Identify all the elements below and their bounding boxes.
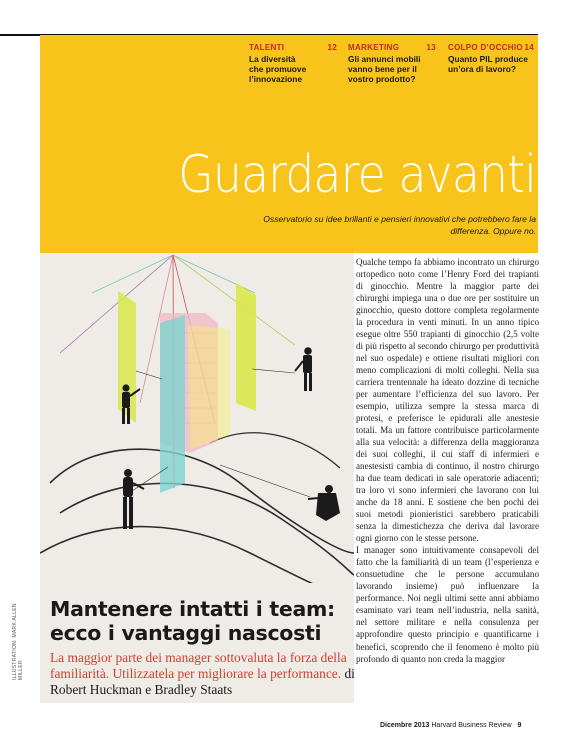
- teaser-text: Gli annunci mobili vanno bene per il vostro prodotto?: [348, 54, 421, 84]
- footer-date: Dicembre 2013: [380, 722, 430, 729]
- teaser-category: MARKETING: [348, 43, 400, 52]
- section-subtitle: Osservatorio su idee brillanti e pensieri innovativi che potrebbero fare la differenza. Oppure no.: [263, 214, 536, 236]
- article-dek-text: La maggior parte dei manager sottovaluta la forza della familiarità. Utilizzatela per migliorare la performance.: [50, 650, 347, 681]
- teaser-talenti[interactable]: [249, 43, 337, 84]
- illustration-graphic: [40, 253, 354, 583]
- illustration-credit: ILLUSTRATION: MARK ALLEN MILLER: [12, 603, 24, 680]
- teaser-category-row: [448, 43, 534, 52]
- article-paragraph: I manager sono intuitivamente consapevoli del fatto che la familiarità di un team (l’esperienza e consuetudine che le persone accumulano lavorando insieme) può influenzare la performance. Noi negli ultimi sette anni abbiamo esaminato vari team nell’industria, nella sanità, nel settore militare e nella consulenza per approfondire questo principio e quantificarne i benefici, scoprendo che il fenomeno è molto più profondo di quanto non creda la maggior: [356, 545, 539, 664]
- article-illustration: [40, 253, 354, 583]
- article-byline: di Robert Huckman e Bradley Staats: [50, 666, 355, 697]
- teaser-text: Quanto PIL produce un’ora di lavoro?: [448, 54, 528, 74]
- article-body: [356, 256, 539, 665]
- article-paragraph: Qualche tempo fa abbiamo incontrato un chirurgo ortopedico noto come l’Henry Ford dei trapianti di ginocchio. Mentre la maggior parte dei chirurghi impiega una o due ore per sostituire un ginocchio, questo dottore completa regolarmente la procedura in venti minuti. In un anno tipico esegue oltre 550 trapianti di ginocchio (2,5 volte di più rispetto al secondo chirurgo per produttività nel suo ospedale) e ottiene risultati migliori con meno complicazioni di molti colleghi. Nella sua carriera trentennale ha ideato dozzine di tecniche per aumentare l’efficienza del suo lavoro. Per esempio, utilizza sempre la stessa marca di protesi, e preferisce le epidurali alle anestesie totali. Ma un fattore contribuisce particolarmente alla sua velocità: a differenza della maggioranza dei suoi colleghi, il cui staff di infermieri e anestesisti cambia di continuo, il nostro chirurgo ha due team dedicati in sale operatorie adiacenti; tra loro vi sono infermieri che lavorano con lui anche da 18 anni. E sostiene che ben pochi dei suoi metodi pionieristici sarebbero praticabili senza la dimestichezza che deriva dal lavorare ogni giorno con le stesse persone.: [356, 257, 539, 544]
- teaser-colpo-d-occhio[interactable]: [448, 43, 534, 74]
- teaser-marketing[interactable]: [348, 43, 436, 84]
- teaser-category: TALENTI: [249, 43, 285, 52]
- footer-page-number: 9: [517, 722, 522, 729]
- teaser-page-number: 12: [327, 43, 337, 52]
- article-headline: Mantenere intatti i team: ecco i vantaggi nascosti: [50, 597, 335, 645]
- teaser-category-row: [348, 43, 436, 52]
- top-rule-thick: [0, 34, 40, 36]
- section-title: Guardare avanti: [178, 145, 536, 205]
- teaser-text: La diversità che promuove l’innovazione: [249, 54, 307, 84]
- teaser-category-row: [249, 43, 337, 52]
- article-dek: [50, 650, 360, 698]
- teaser-page-number: 14: [524, 43, 534, 52]
- teaser-category: COLPO D’OCCHIO: [448, 43, 523, 52]
- page-footer: [380, 722, 521, 729]
- footer-publication: Harvard Business Review: [431, 722, 512, 729]
- teaser-page-number: 13: [426, 43, 436, 52]
